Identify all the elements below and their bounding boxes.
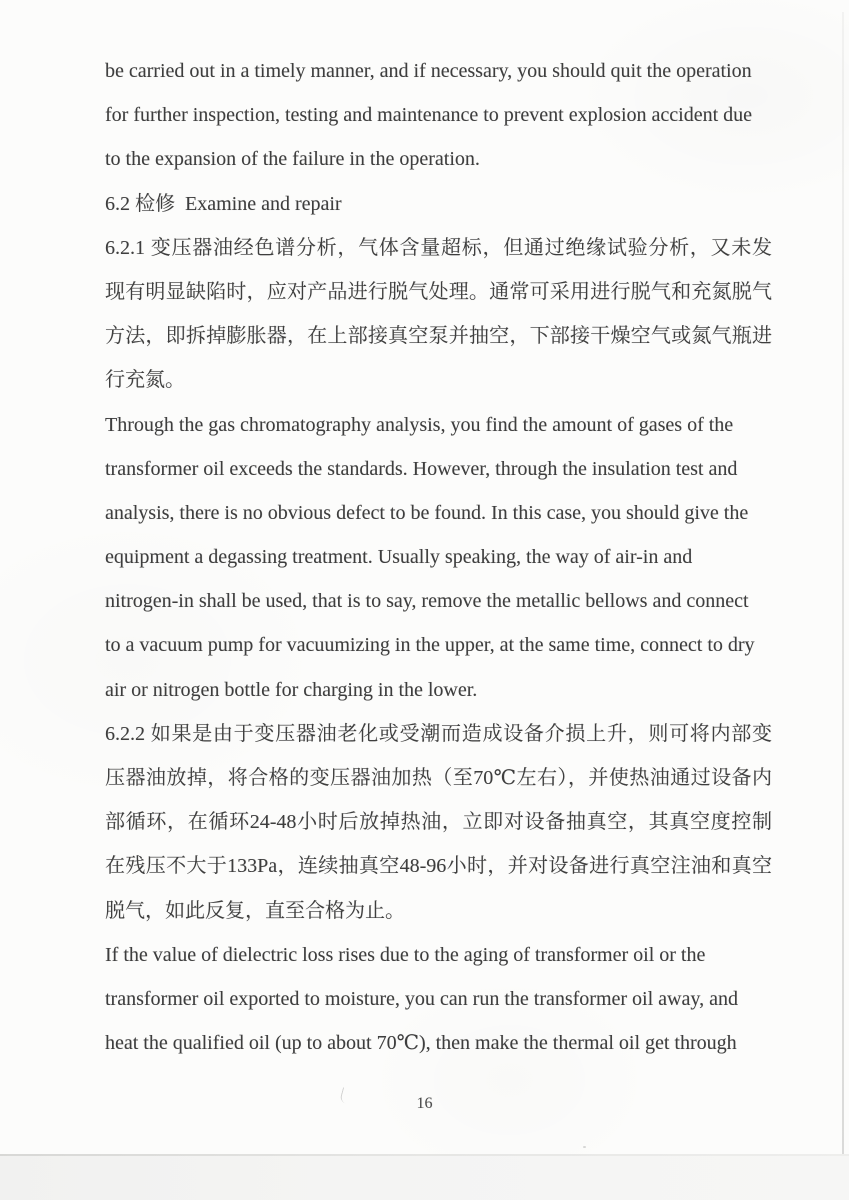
text-line: be carried out in a timely manner, and if necessary, you should quit the operation <box>105 60 752 82</box>
paragraph-6-2-1-zh <box>105 226 772 403</box>
section-heading-6-2 <box>105 182 772 226</box>
scan-page-edge-right <box>842 12 844 1154</box>
text-line: 在残压不大于133Pa，连续抽真空48-96小时，并对设备进行真空注油和真空 <box>105 855 772 878</box>
paragraph-continuation-en <box>105 49 772 182</box>
text-line: to a vacuum pump for vacuumizing in the upper, at the same time, connect to dry <box>105 634 755 657</box>
text-line: analysis, there is no obvious defect to be found. In this case, you should give the <box>105 501 749 524</box>
text-line: 6.2.2 如果是由于变压器油老化或受潮而造成设备介损上升，则可将内部变 <box>105 722 772 745</box>
page-number: 16 <box>416 1095 433 1112</box>
text-line: air or nitrogen bottle for charging in the lower. <box>105 678 478 701</box>
text-line: nitrogen-in shall be used, that is to say, remove the metallic bellows and connect <box>105 590 749 613</box>
text-line: 压器油放掉，将合格的变压器油加热（至70℃左右），并使热油通过设备内 <box>105 767 772 789</box>
paragraph-6-2-2-en <box>105 933 772 1066</box>
text-line: 行充氮。 <box>105 369 185 392</box>
text-line: transformer oil exceeds the standards. However, through the insulation test and <box>105 457 738 480</box>
text-line: 现有明显缺陷时，应对产品进行脱气处理。通常可采用进行脱气和充氮脱气 <box>105 280 772 303</box>
heading-line: 6.2 检修 Examine and repair <box>105 192 342 215</box>
paragraph-6-2-2-zh <box>105 712 772 933</box>
text-line: transformer oil exported to moisture, you can run the transformer oil away, and <box>105 987 738 1010</box>
text-line: heat the qualified oil (up to about 70℃), then make the thermal oil get through <box>105 1032 737 1055</box>
text-line: Through the gas chromatography analysis, you find the amount of gases of the <box>105 413 734 436</box>
text-line: 脱气，如此反复，直至合格为止。 <box>105 899 405 922</box>
text-line: 方法，即拆掉膨胀器，在上部接真空泵并抽空，下部接干燥空气或氮气瓶进 <box>105 325 772 348</box>
paragraph-6-2-1-en <box>105 403 772 712</box>
text-line: equipment a degassing treatment. Usually speaking, the way of air-in and <box>105 546 693 569</box>
text-line: for further inspection, testing and maintenance to prevent explosion accident due <box>105 104 753 127</box>
text-line: If the value of dielectric loss rises due to the aging of transformer oil or the <box>105 943 706 966</box>
text-line: to the expansion of the failure in the operation. <box>105 148 480 171</box>
scan-background-below-page <box>0 1156 849 1200</box>
text-line: 6.2.1 变压器油经色谱分析，气体含量超标，但通过绝缘试验分析，又未发 <box>105 236 772 259</box>
scan-speck <box>583 1146 586 1148</box>
document-text-block <box>105 49 772 1065</box>
text-line: 部循环，在循环24-48小时后放掉热油，立即对设备抽真空，其真空度控制 <box>105 811 772 834</box>
